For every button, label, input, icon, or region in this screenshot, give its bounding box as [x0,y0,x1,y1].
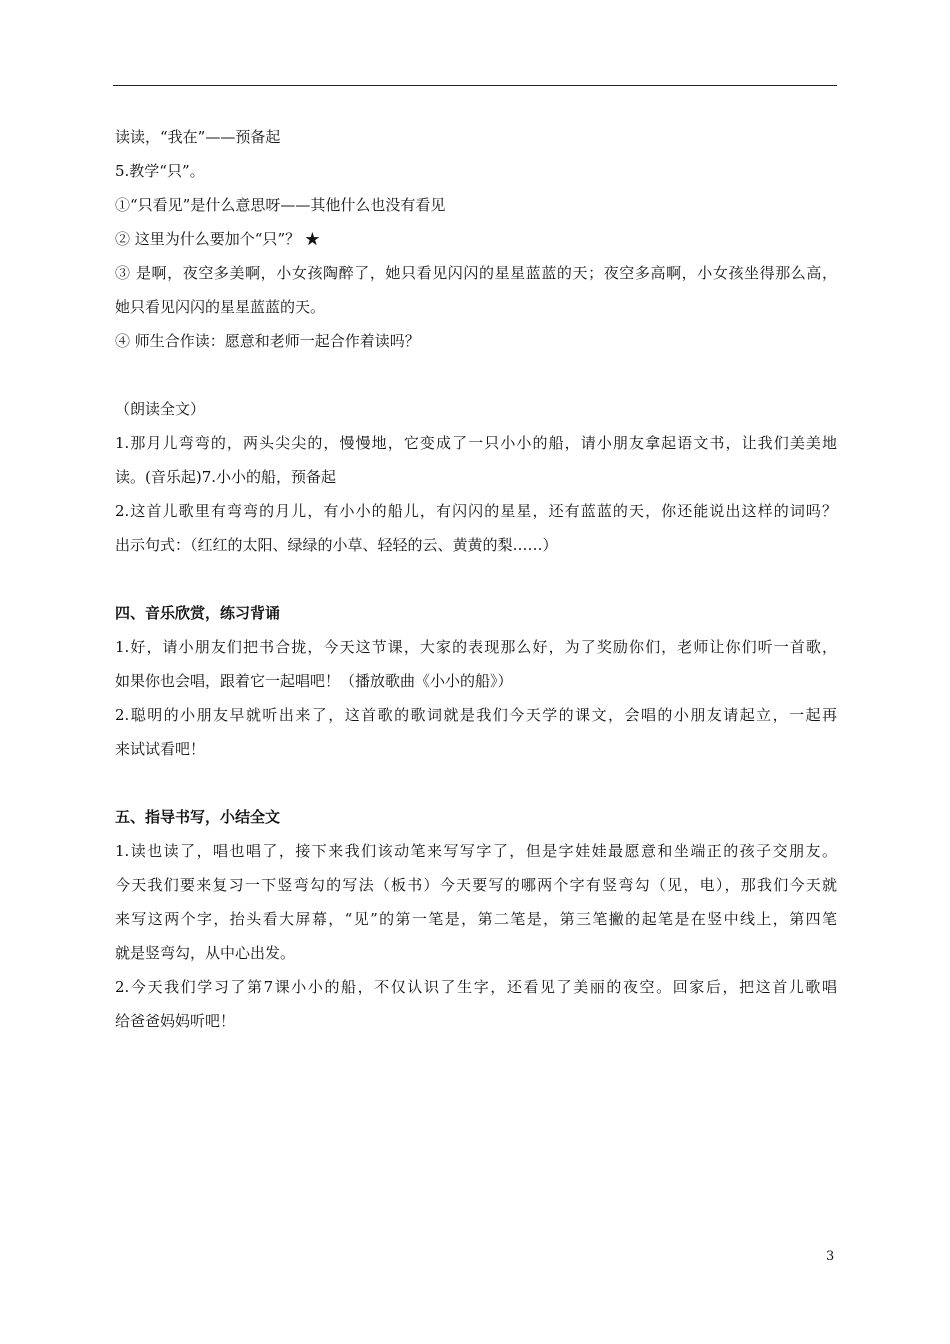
blank-line [115,766,837,800]
text-line: ③ 是啊，夜空多美啊，小女孩陶醉了，她只看见闪闪的星星蓝蓝的天；夜空多高啊，小女孩坐得那么高， [115,264,837,282]
text-line: 给爸爸妈妈听吧！ [115,1012,236,1030]
text-line: 如果你也会唱，跟着它一起唱吧！（播放歌曲《小小的船》） [115,672,513,690]
blank-line [115,562,837,596]
text-line: 2.聪明的小朋友早就听出来了，这首歌的歌词就是我们今天学的课文，会唱的小朋友请起立，一起再 [115,706,837,724]
text-line: 来写这两个字，抬头看大屏幕，“见”的第一笔是，第二笔是，第三笔撇的起笔是在竖中线上，第四笔 [115,910,837,928]
text-line: 1.读也读了，唱也唱了，接下来我们该动笔来写写字了，但是字娃娃最愿意和坐端正的孩子交朋友。 [115,842,837,860]
text-line: ①“只看见”是什么意思呀——其他什么也没有看见 [115,196,446,214]
text-line: 1.好，请小朋友们把书合拢，今天这节课，大家的表现那么好，为了奖励你们，老师让你们听一首歌， [115,638,837,656]
text-line: 她只看见闪闪的星星蓝蓝的天。 [115,298,326,316]
text-line: 就是竖弯勾，从中心出发。 [115,944,296,962]
section-heading: 五、指导书写，小结全文 [115,808,281,826]
text-line: 读读，“我在”——预备起 [115,128,281,146]
text-line: ④ 师生合作读：愿意和老师一起合作着读吗？ [115,332,420,350]
text-line: （朗读全文） [115,400,206,418]
text-line: 2.今天我们学习了第7课小小的船，不仅认识了生字，还看见了美丽的夜空。回家后，把这首儿歌唱 [115,978,837,996]
text-line: ② 这里为什么要加个“只”？ ★ [115,230,320,248]
section-heading: 四、音乐欣赏，练习背诵 [115,604,281,622]
blank-line [115,358,837,392]
text-line: 5.教学“只”。 [115,162,205,180]
document-body [115,120,837,1038]
text-line: 2.这首儿歌里有弯弯的月儿，有小小的船儿，有闪闪的星星，还有蓝蓝的天，你还能说出这样的词吗？ [115,502,837,520]
text-line: 出示句式：（红红的太阳、绿绿的小草、轻轻的云、黄黄的梨……） [115,536,558,554]
text-line: 今天我们要来复习一下竖弯勾的写法（板书）今天要写的哪两个字有竖弯勾（见，电），那我们今天就 [115,876,837,894]
text-line: 读。(音乐起)7.小小的船，预备起 [115,468,337,486]
text-line: 来试试看吧！ [115,740,206,758]
header-rule [113,85,837,86]
page-number: 3 [826,1249,835,1264]
text-line: 1.那月儿弯弯的，两头尖尖的，慢慢地，它变成了一只小小的船，请小朋友拿起语文书，让我们美美地 [115,434,837,452]
